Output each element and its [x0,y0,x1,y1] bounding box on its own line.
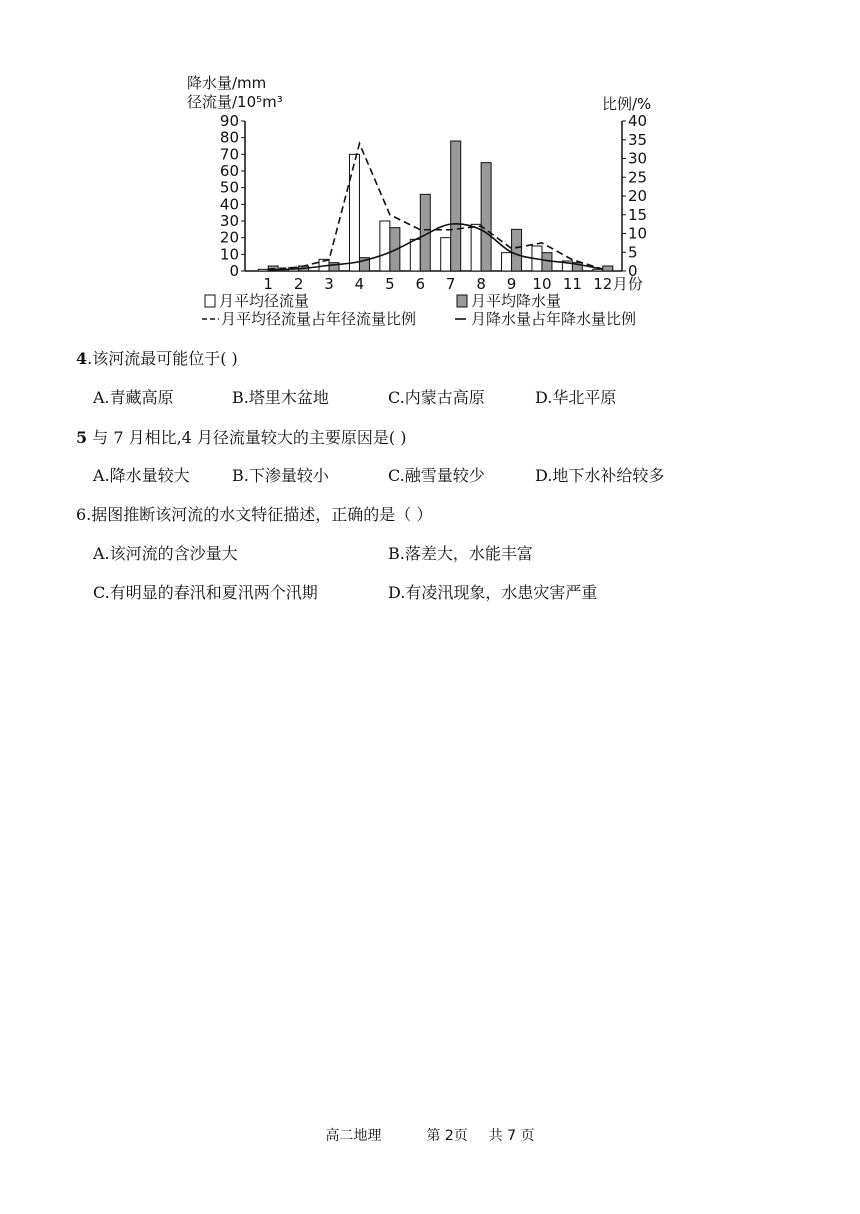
right-tick-label: 30 [628,149,648,168]
left-tick-label: 90 [219,112,239,130]
left-tick-label: 20 [219,228,239,247]
option-c: C.内蒙古高原 [388,388,485,407]
x-tick-label: 1 [263,275,273,293]
runoff-bar [410,239,420,271]
left-tick-label: 40 [219,195,239,214]
precipitation-bar [512,229,522,271]
left-axis-label-line2: 径流量/10⁵m³ [187,93,283,111]
right-tick-label: 35 [628,130,648,149]
right-tick-label: 40 [628,112,648,130]
x-tick-label: 8 [476,275,486,293]
hydrograph-chart [175,66,685,338]
x-tick-label: 3 [324,275,334,293]
footer-total: 共 7 页 [488,1128,535,1144]
legend-runoff-ratio-label: 月平均径流量占年径流量比例 [221,310,417,328]
left-tick-label: 70 [219,145,239,164]
x-tick-label: 4 [354,275,365,293]
x-tick-label: 2 [293,275,304,293]
left-tick-label: 0 [229,262,239,280]
x-tick-label: 5 [385,275,395,293]
x-tick-label: 12 [593,275,613,293]
legend-gray-box-icon [457,295,467,307]
x-tick-label: 11 [562,275,582,293]
precipitation-bar [451,141,461,271]
runoff-bar [471,224,481,271]
x-tick-label: 7 [445,275,456,293]
runoff-bar [380,221,390,271]
question-text: .该河流最可能位于( ) [87,349,238,368]
x-axis-unit-label: 月份 [612,275,643,293]
legend-white-box-icon [205,295,215,307]
legend-precipitation-label: 月平均降水量 [471,292,562,310]
right-tick-label: 5 [628,243,638,262]
option-d: D.有凌汛现象，水患灾害严重 [388,583,598,602]
option-b: B.落差大，水能丰富 [388,544,533,563]
right-tick-label: 15 [628,205,648,224]
option-b: B.下渗量较小 [232,466,329,485]
precipitation-bar [481,163,491,271]
left-tick-label: 50 [219,178,239,197]
right-tick-label: 25 [628,168,648,187]
left-tick-label: 10 [219,245,239,264]
footer-page: 第 2页 [426,1128,468,1144]
page-footer [0,1125,860,1145]
runoff-ratio-line [268,144,603,270]
option-a: A.该河流的含沙量大 [93,544,238,563]
x-tick-label: 10 [532,275,552,293]
left-tick-label: 60 [219,162,239,180]
precipitation-bar [542,253,552,271]
option-c: C.融雪量较少 [388,466,485,485]
question-4 [76,346,238,369]
right-tick-label: 0 [628,262,638,280]
footer-subject: 高二地理 [325,1128,382,1144]
option-d: D.华北平原 [535,388,617,407]
runoff-bar [502,253,512,271]
runoff-bar [258,269,268,271]
question-5 [76,425,407,448]
legend-runoff-label: 月平均径流量 [219,292,310,310]
question-text: 6.据图推断该河流的水文特征描述，正确的是（ ） [76,505,433,524]
right-tick-label: 10 [628,224,648,243]
left-tick-label: 80 [219,128,239,147]
runoff-bar [441,238,451,271]
left-axis-label-line1: 降水量/mm [187,74,267,92]
question-text: 与 7 月相比,4 月径流量较大的主要原因是( ) [87,428,407,447]
x-tick-label: 6 [415,275,426,293]
question-number: 4 [76,349,88,368]
option-b: B.塔里木盆地 [232,388,329,407]
right-tick-label: 20 [628,187,648,205]
runoff-bar [349,154,359,271]
precipitation-bar [603,266,613,271]
legend-precipitation-ratio-label: 月降水量占年降水量比例 [471,310,637,328]
option-d: D.地下水补给较多 [535,466,665,485]
option-c: C.有明显的春汛和夏汛两个汛期 [93,583,318,602]
chart-canvas [175,66,685,338]
x-tick-label: 9 [506,275,517,293]
question-6 [76,502,432,525]
left-tick-label: 30 [219,212,239,230]
question-number: 5 [76,428,88,447]
option-a: A.青藏高原 [93,388,174,407]
option-a: A.降水量较大 [93,466,190,485]
right-axis-label: 比例/% [602,95,652,113]
